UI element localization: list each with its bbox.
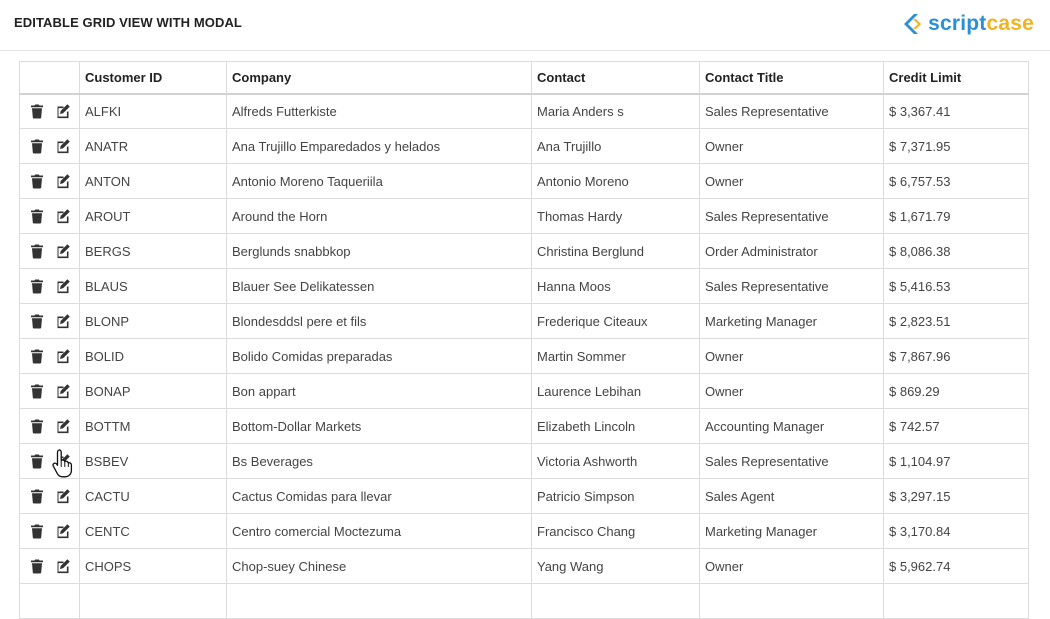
row-actions-cell: [20, 129, 80, 164]
cell-contact: Patricio Simpson: [532, 479, 700, 514]
delete-row-button[interactable]: [28, 557, 46, 575]
cell-contact-title: Sales Representative: [700, 199, 884, 234]
edit-icon: [55, 453, 71, 469]
trash-icon: [29, 103, 45, 119]
cell-contact-title: Owner: [700, 164, 884, 199]
edit-icon: [55, 173, 71, 189]
cell-company: Alfreds Futterkiste: [227, 94, 532, 129]
cell-credit-limit: $ 3,170.84: [884, 514, 1029, 549]
table-row[interactable]: [20, 339, 1029, 374]
cell-customer-id: BLONP: [80, 304, 227, 339]
cell-customer-id: BSBEV: [80, 444, 227, 479]
cell-customer-id: BOTTM: [80, 409, 227, 444]
edit-icon: [55, 558, 71, 574]
cell-credit-limit: $ 7,371.95: [884, 129, 1029, 164]
table-row[interactable]: [20, 409, 1029, 444]
edit-icon: [55, 418, 71, 434]
cell-contact: Frederique Citeaux: [532, 304, 700, 339]
delete-row-button[interactable]: [28, 382, 46, 400]
delete-row-button[interactable]: [28, 347, 46, 365]
table-row[interactable]: [20, 164, 1029, 199]
row-actions-cell: [20, 339, 80, 374]
cell-credit-limit: $ 8,086.38: [884, 234, 1029, 269]
row-actions-cell: [20, 234, 80, 269]
logo-text: [928, 12, 1034, 36]
edit-row-button[interactable]: [54, 312, 72, 330]
row-actions-cell: [20, 304, 80, 339]
cell-contact-title: Sales Representative: [700, 94, 884, 129]
cell-customer-id: BLAUS: [80, 269, 227, 304]
edit-row-button[interactable]: [54, 347, 72, 365]
trash-icon: [29, 313, 45, 329]
edit-row-button[interactable]: [54, 557, 72, 575]
trash-icon: [29, 453, 45, 469]
cell-contact: Thomas Hardy: [532, 199, 700, 234]
cell-credit-limit: $ 1,671.79: [884, 199, 1029, 234]
trash-icon: [29, 243, 45, 259]
edit-icon: [55, 383, 71, 399]
cell-company: Blondesddsl pere et fils: [227, 304, 532, 339]
cell-customer-id: ALFKI: [80, 94, 227, 129]
delete-row-button[interactable]: [28, 172, 46, 190]
cell-contact: Antonio Moreno: [532, 164, 700, 199]
cell-contact: Hanna Moos: [532, 269, 700, 304]
edit-row-button[interactable]: [54, 382, 72, 400]
row-actions-cell: [20, 269, 80, 304]
table-row[interactable]: [20, 549, 1029, 584]
cell-credit-limit: $ 1,104.97: [884, 444, 1029, 479]
table-row[interactable]: [20, 444, 1029, 479]
trash-icon: [29, 558, 45, 574]
delete-row-button[interactable]: [28, 452, 46, 470]
cell-credit-limit: $ 3,297.15: [884, 479, 1029, 514]
table-row[interactable]: [20, 304, 1029, 339]
row-actions-cell: [20, 409, 80, 444]
cell-contact: Elizabeth Lincoln: [532, 409, 700, 444]
cell-contact-title: [700, 584, 884, 619]
trash-icon: [29, 173, 45, 189]
cell-contact: [532, 584, 700, 619]
cell-contact-title: Order Administrator: [700, 234, 884, 269]
cell-company: Antonio Moreno Taqueriila: [227, 164, 532, 199]
cell-credit-limit: [884, 584, 1029, 619]
cell-customer-id: CACTU: [80, 479, 227, 514]
page-header: [0, 0, 1050, 51]
edit-icon: [55, 523, 71, 539]
logo-text-case: case: [986, 12, 1034, 35]
column-header-contact[interactable]: Contact: [532, 62, 700, 94]
cell-contact-title: Accounting Manager: [700, 409, 884, 444]
edit-icon: [55, 103, 71, 119]
cell-contact: Francisco Chang: [532, 514, 700, 549]
cell-credit-limit: $ 742.57: [884, 409, 1029, 444]
edit-row-button[interactable]: [54, 242, 72, 260]
trash-icon: [29, 138, 45, 154]
table-row[interactable]: [20, 94, 1029, 129]
row-actions-cell: [20, 374, 80, 409]
cell-contact-title: Owner: [700, 374, 884, 409]
cell-contact: Laurence Lebihan: [532, 374, 700, 409]
row-actions-cell: [20, 94, 80, 129]
cell-contact: Victoria Ashworth: [532, 444, 700, 479]
cell-company: Bottom-Dollar Markets: [227, 409, 532, 444]
cell-contact: Ana Trujillo: [532, 129, 700, 164]
cell-company: Bon appart: [227, 374, 532, 409]
column-header-actions: [20, 62, 80, 94]
cell-company: Bolido Comidas preparadas: [227, 339, 532, 374]
delete-row-button[interactable]: [28, 207, 46, 225]
cell-credit-limit: $ 5,962.74: [884, 549, 1029, 584]
trash-icon: [29, 488, 45, 504]
cell-contact: Martin Sommer: [532, 339, 700, 374]
column-header-credit-limit[interactable]: Credit Limit: [884, 62, 1029, 94]
trash-icon: [29, 418, 45, 434]
edit-row-button[interactable]: [54, 277, 72, 295]
table-row[interactable]: [20, 269, 1029, 304]
table-header-row: [20, 62, 1029, 94]
edit-icon: [55, 208, 71, 224]
cell-company: Blauer See Delikatessen: [227, 269, 532, 304]
edit-row-button[interactable]: [54, 487, 72, 505]
scriptcase-logo: [901, 10, 1034, 38]
delete-row-button[interactable]: [28, 102, 46, 120]
column-header-customer-id[interactable]: Customer ID: [80, 62, 227, 94]
table-row[interactable]: [20, 234, 1029, 269]
edit-row-button[interactable]: [54, 102, 72, 120]
delete-row-button[interactable]: [28, 522, 46, 540]
row-actions-cell: [20, 444, 80, 479]
cell-contact-title: Marketing Manager: [700, 514, 884, 549]
customer-table: [19, 61, 1029, 619]
cell-company: Ana Trujillo Emparedados y helados: [227, 129, 532, 164]
cell-credit-limit: $ 6,757.53: [884, 164, 1029, 199]
customer-grid: [19, 61, 1028, 619]
cell-customer-id: CHOPS: [80, 549, 227, 584]
cell-customer-id: BERGS: [80, 234, 227, 269]
cell-contact: Maria Anders s: [532, 94, 700, 129]
cell-credit-limit: $ 2,823.51: [884, 304, 1029, 339]
cell-customer-id: ANATR: [80, 129, 227, 164]
trash-icon: [29, 208, 45, 224]
edit-icon: [55, 138, 71, 154]
cell-company: Bs Beverages: [227, 444, 532, 479]
delete-row-button[interactable]: [28, 417, 46, 435]
cell-credit-limit: $ 869.29: [884, 374, 1029, 409]
edit-icon: [55, 243, 71, 259]
cell-company: Around the Horn: [227, 199, 532, 234]
table-row[interactable]: [20, 199, 1029, 234]
edit-row-button[interactable]: [54, 452, 72, 470]
cell-credit-limit: $ 3,367.41: [884, 94, 1029, 129]
column-header-contact-title[interactable]: Contact Title: [700, 62, 884, 94]
edit-icon: [55, 278, 71, 294]
cell-customer-id: AROUT: [80, 199, 227, 234]
delete-row-button[interactable]: [28, 487, 46, 505]
cell-customer-id: BONAP: [80, 374, 227, 409]
trash-icon: [29, 348, 45, 364]
table-row[interactable]: [20, 584, 1029, 619]
scriptcase-logo-icon: [901, 12, 925, 36]
edit-icon: [55, 488, 71, 504]
cell-contact: Christina Berglund: [532, 234, 700, 269]
column-header-company[interactable]: Company: [227, 62, 532, 94]
logo-text-script: script: [928, 12, 987, 35]
edit-row-button[interactable]: [54, 522, 72, 540]
cell-contact: Yang Wang: [532, 549, 700, 584]
table-row[interactable]: [20, 374, 1029, 409]
delete-row-button[interactable]: [28, 312, 46, 330]
edit-row-button[interactable]: [54, 172, 72, 190]
trash-icon: [29, 383, 45, 399]
cell-company: Centro comercial Moctezuma: [227, 514, 532, 549]
cell-company: [227, 584, 532, 619]
table-row[interactable]: [20, 129, 1029, 164]
delete-row-button[interactable]: [28, 277, 46, 295]
cell-customer-id: CENTC: [80, 514, 227, 549]
edit-icon: [55, 313, 71, 329]
trash-icon: [29, 278, 45, 294]
edit-row-button[interactable]: [54, 417, 72, 435]
delete-row-button[interactable]: [28, 137, 46, 155]
cell-company: Berglunds snabbkop: [227, 234, 532, 269]
row-actions-cell: [20, 584, 80, 619]
row-actions-cell: [20, 514, 80, 549]
table-row[interactable]: [20, 479, 1029, 514]
cell-contact-title: Marketing Manager: [700, 304, 884, 339]
cell-contact-title: Owner: [700, 339, 884, 374]
cell-customer-id: BOLID: [80, 339, 227, 374]
cell-contact-title: Owner: [700, 129, 884, 164]
cell-credit-limit: $ 5,416.53: [884, 269, 1029, 304]
table-body: [20, 94, 1029, 619]
edit-row-button[interactable]: [54, 207, 72, 225]
cell-contact-title: Sales Representative: [700, 444, 884, 479]
cell-contact-title: Sales Representative: [700, 269, 884, 304]
row-actions-cell: [20, 164, 80, 199]
page-title: EDITABLE GRID VIEW WITH MODAL: [14, 15, 242, 30]
cell-company: Chop-suey Chinese: [227, 549, 532, 584]
row-actions-cell: [20, 479, 80, 514]
row-actions-cell: [20, 199, 80, 234]
cell-contact-title: Owner: [700, 549, 884, 584]
trash-icon: [29, 523, 45, 539]
edit-row-button[interactable]: [54, 137, 72, 155]
cell-credit-limit: $ 7,867.96: [884, 339, 1029, 374]
table-row[interactable]: [20, 514, 1029, 549]
row-actions-cell: [20, 549, 80, 584]
cell-customer-id: ANTON: [80, 164, 227, 199]
delete-row-button[interactable]: [28, 242, 46, 260]
edit-icon: [55, 348, 71, 364]
cell-customer-id: [80, 584, 227, 619]
cell-contact-title: Sales Agent: [700, 479, 884, 514]
cell-company: Cactus Comidas para llevar: [227, 479, 532, 514]
